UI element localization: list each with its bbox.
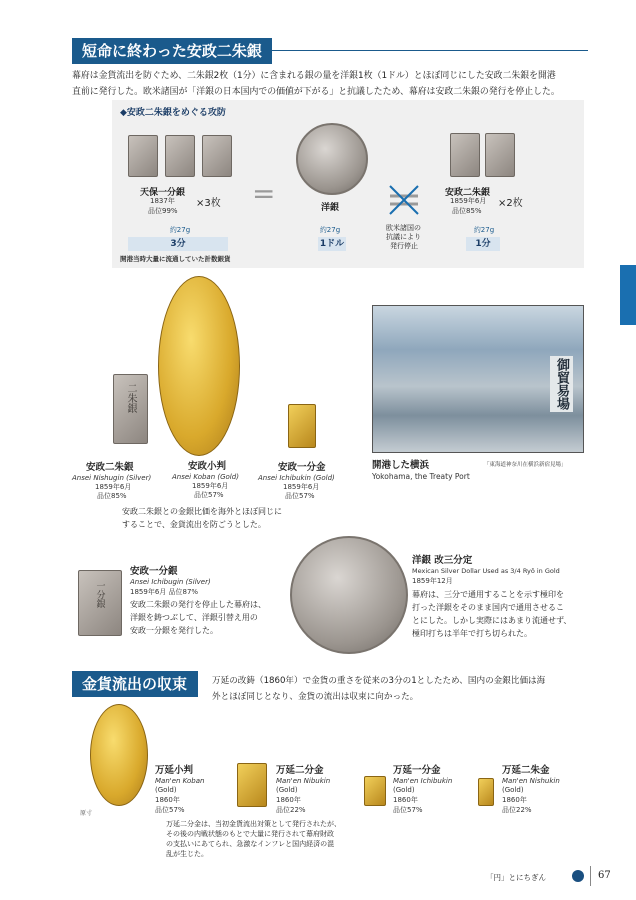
manen-note-l3: の支払いにあてられ、急激なインフレと国内経済の混 <box>166 840 335 848</box>
manen-nishukin-photo <box>478 778 494 806</box>
section1-rule <box>272 50 588 51</box>
manen1-type: (Gold) <box>155 786 177 794</box>
manen4-en: Man'en Nishukin <box>502 777 560 785</box>
coin1-date: 1859年6月 <box>95 483 132 491</box>
coin1-name: 安政二朱銀 <box>86 462 134 473</box>
manen2-date: 1860年 <box>276 796 301 804</box>
manen-nibukin-photo <box>237 763 267 807</box>
section2-intro-l2: 外とほぼ同じとなり、金貨の流出は収束に向かった。 <box>212 692 419 702</box>
protest-l2: 抗議により <box>386 233 421 241</box>
manen3-name: 万延一分金 <box>393 765 441 776</box>
ansei-koban-photo <box>158 276 240 456</box>
tempo-ichibugin-2 <box>165 135 195 177</box>
coin3-name: 安政一分金 <box>278 462 326 473</box>
yogin-kai-name: 洋銀 改三分定 <box>412 555 473 566</box>
manen1-en: Man'en Koban <box>155 777 205 785</box>
section1-line2: 直前に発行した。欧米諸国が「洋銀の日本国内での価値が下がる」と抗議したため、幕府は安政二朱銀の発行を停止した。 <box>72 87 560 97</box>
ansei-ichibugin-photo <box>78 570 122 636</box>
coin3-purity: 品位57% <box>285 492 315 500</box>
manen2-en: Man'en Nibukin <box>276 777 331 785</box>
coin2-date: 1859年6月 <box>192 482 229 490</box>
left-note: 開港当時大量に流通していた計数銀貨 <box>120 255 231 263</box>
side-tab <box>620 265 636 325</box>
section2-title: 金貨流出の収束 <box>72 671 198 697</box>
ansei-ichibukin-photo <box>288 404 316 448</box>
manen3-en: Man'en Ichibukin <box>393 777 453 785</box>
manen2-name: 万延二分金 <box>276 765 324 776</box>
tempo-ichibugin-1 <box>128 135 158 177</box>
section2-intro-l1: 万延の改鋳（1860年）で金貨の重さを従来の3分の1としたため、国内の金銀比価は海 <box>212 676 546 686</box>
coin2-en: Ansei Koban (Gold) <box>172 473 239 481</box>
coin3-en: Ansei Ichibukin (Gold) <box>258 474 335 482</box>
left-mult: ×3枚 <box>196 198 221 209</box>
yogin-kai-en: Mexican Silver Dollar Used as 3/4 Ryō in Gold <box>412 567 560 575</box>
left-value: 3分 <box>128 237 228 251</box>
ichibugin-desc-l2: 洋銀を鋳つぶして、洋銀引替え用の <box>130 613 258 622</box>
manen3-date: 1860年 <box>393 796 418 804</box>
tempo-ichibugin-3 <box>202 135 232 177</box>
yogin-name: 洋銀 <box>321 203 340 213</box>
right-value: 1分 <box>466 237 500 251</box>
right-mult: ×2枚 <box>498 198 523 209</box>
right-year: 1859年6月 <box>450 197 487 205</box>
page-number: 67 <box>598 870 611 881</box>
right-weight: 約27g <box>473 226 495 234</box>
ansei-nishugin-1 <box>450 133 480 177</box>
ichibugin-glyph: 一分銀 <box>94 581 105 608</box>
right-purity: 品位85% <box>452 207 482 215</box>
equals-sign: = <box>252 177 276 210</box>
genmai-label: 原寸 <box>80 810 93 817</box>
yogin-kai-desc-l3: とにした。しかし実際にはあまり流通せず、 <box>412 616 572 625</box>
manen4-date: 1860年 <box>502 796 527 804</box>
yogin-kai-desc-l1: 幕府は、三分で通用することを示す極印を <box>412 590 564 599</box>
coin3-date: 1859年6月 <box>283 483 320 491</box>
manen-ichibukin-photo <box>364 776 386 806</box>
footer-divider <box>590 866 591 886</box>
yogin-kai-date: 1859年12月 <box>412 577 453 585</box>
manen2-purity: 品位22% <box>276 806 306 814</box>
manen4-type: (Gold) <box>502 786 524 794</box>
left-year: 1837年 <box>150 197 175 205</box>
coin1-purity: 品位85% <box>97 492 127 500</box>
yokohama-print <box>372 305 584 453</box>
manen-note-l1: 万延二分金は、当初金貨流出対策として発行されたが、 <box>166 820 341 828</box>
manen4-name: 万延二朱金 <box>502 765 550 776</box>
yokohama-title: 開港した横浜 <box>372 460 430 471</box>
mexican-dollar-photo <box>290 536 408 654</box>
manen1-name: 万延小判 <box>155 765 194 776</box>
cross-out-icon <box>386 182 422 218</box>
yogin-coin <box>296 123 368 195</box>
yogin-kai-desc-l2: 打った洋銀をそのまま国内で通用させるこ <box>412 603 564 612</box>
footer-label: 「円」とにちぎん <box>486 873 546 882</box>
manen1-purity: 品位57% <box>155 806 185 814</box>
coins-note-l2: することで、金貨流出を防ごうとした。 <box>122 520 266 529</box>
ichibugin-detail: 1859年6月 品位87% <box>130 588 199 596</box>
diagram-heading: ◆安政二朱銀をめぐる攻防 <box>120 108 226 118</box>
yogin-kai-desc-l4: 極印打ちは半年で打ち切られた。 <box>412 629 532 638</box>
left-purity: 品位99% <box>148 207 178 215</box>
ichibugin-desc-l1: 安政二朱銀の発行を停止した幕府は、 <box>130 600 266 609</box>
left-name: 天保一分銀 <box>140 188 186 198</box>
protest-l3: 発行停止 <box>390 242 418 250</box>
yokohama-source: 「東海道神奈川在横浜新宿見場」 <box>484 462 567 468</box>
manen3-type: (Gold) <box>393 786 415 794</box>
section1-line1: 幕府は金貨流出を防ぐため、二朱銀2枚（1分）に含まれる銀の量を洋銀1枚（1ドル）とほぼ同じにした安政二朱銀を開港 <box>72 71 556 81</box>
coins-note-l1: 安政二朱銀との金銀比価を海外とほぼ同じに <box>122 507 282 516</box>
yogin-weight: 約27g <box>319 226 341 234</box>
footer-logo-icon <box>572 870 584 882</box>
protest-l1: 欧米諸国の <box>386 224 421 232</box>
manen1-date: 1860年 <box>155 796 180 804</box>
section1-title: 短命に終わった安政二朱銀 <box>72 38 272 64</box>
yogin-value: 1ドル <box>319 239 345 249</box>
manen-koban-photo <box>90 704 148 806</box>
ansei-nishugin-photo <box>113 374 148 444</box>
manen-note-l4: 乱が生じた。 <box>166 850 208 858</box>
manen3-purity: 品位57% <box>393 806 423 814</box>
yokohama-en: Yokohama, the Treaty Port <box>372 472 470 481</box>
left-weight: 約27g <box>169 226 191 234</box>
manen2-type: (Gold) <box>276 786 298 794</box>
manen-note-l2: その後の内戦状態のもとで大量に発行されて幕府財政 <box>166 830 334 838</box>
coin1-en: Ansei Nishugin (Silver) <box>72 474 152 482</box>
right-name: 安政二朱銀 <box>445 188 491 198</box>
ichibugin-name: 安政一分銀 <box>130 566 178 577</box>
ichibugin-en: Ansei Ichibugin (Silver) <box>130 578 211 586</box>
yokohama-sign: 御貿易場 <box>550 356 573 412</box>
ichibugin-desc-l3: 安政一分銀を発行した。 <box>130 626 218 635</box>
manen4-purity: 品位22% <box>502 806 532 814</box>
ansei-nishugin-2 <box>485 133 515 177</box>
coin2-name: 安政小判 <box>188 461 227 472</box>
coin2-purity: 品位57% <box>194 491 224 499</box>
nishugin-glyph: 二朱銀 <box>125 383 136 413</box>
